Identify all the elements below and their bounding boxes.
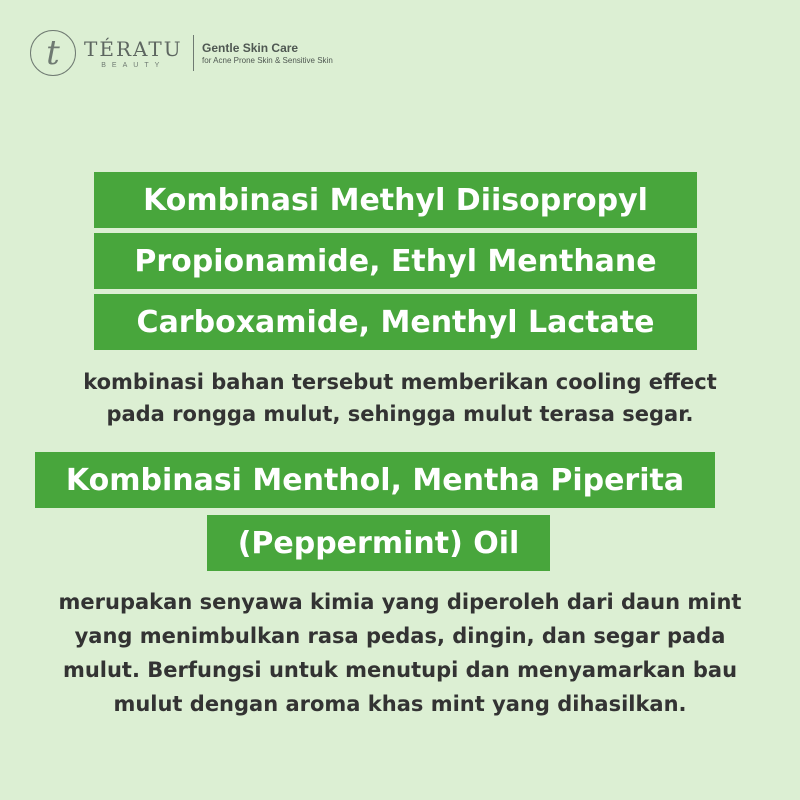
brand-header [30,26,333,80]
section2-heading-line-1: Kombinasi Menthol, Mentha Piperita [35,452,715,508]
section2-description-line-2: yang menimbulkan rasa pedas, dingin, dan segar pada [74,624,726,648]
section2-description-line-4: mulut dengan aroma khas mint yang dihasilkan. [113,692,687,716]
brand-tagline [202,41,333,65]
teratu-logo-icon [30,30,76,76]
brand-block [84,38,183,69]
section2-description [0,585,800,721]
logo-letter: t [46,33,60,73]
tagline-sub: for Acne Prone Skin & Sensitive Skin [202,56,333,65]
section1-description [0,366,800,430]
section2-description-line-3: mulut. Berfungsi untuk menutupi dan menyamarkan bau [62,658,738,682]
brand-name: TÉRATU [84,36,183,61]
section2-heading-line-2: (Peppermint) Oil [207,515,550,571]
section2-description-line-1: merupakan senyawa kimia yang diperoleh dari daun mint [58,590,742,614]
section1-description-line-1: kombinasi bahan tersebut memberikan cooling effect [83,370,717,394]
tagline-title: Gentle Skin Care [202,41,299,55]
section1-heading-line-1: Kombinasi Methyl Diisopropyl [94,172,697,228]
header-divider [193,35,195,71]
section1-heading-line-2: Propionamide, Ethyl Menthane [94,233,697,289]
brand-sub: BEAUTY [101,61,166,69]
section1-description-line-2: pada rongga mulut, sehingga mulut terasa segar. [106,402,694,426]
section1-heading-line-3: Carboxamide, Menthyl Lactate [94,294,697,350]
